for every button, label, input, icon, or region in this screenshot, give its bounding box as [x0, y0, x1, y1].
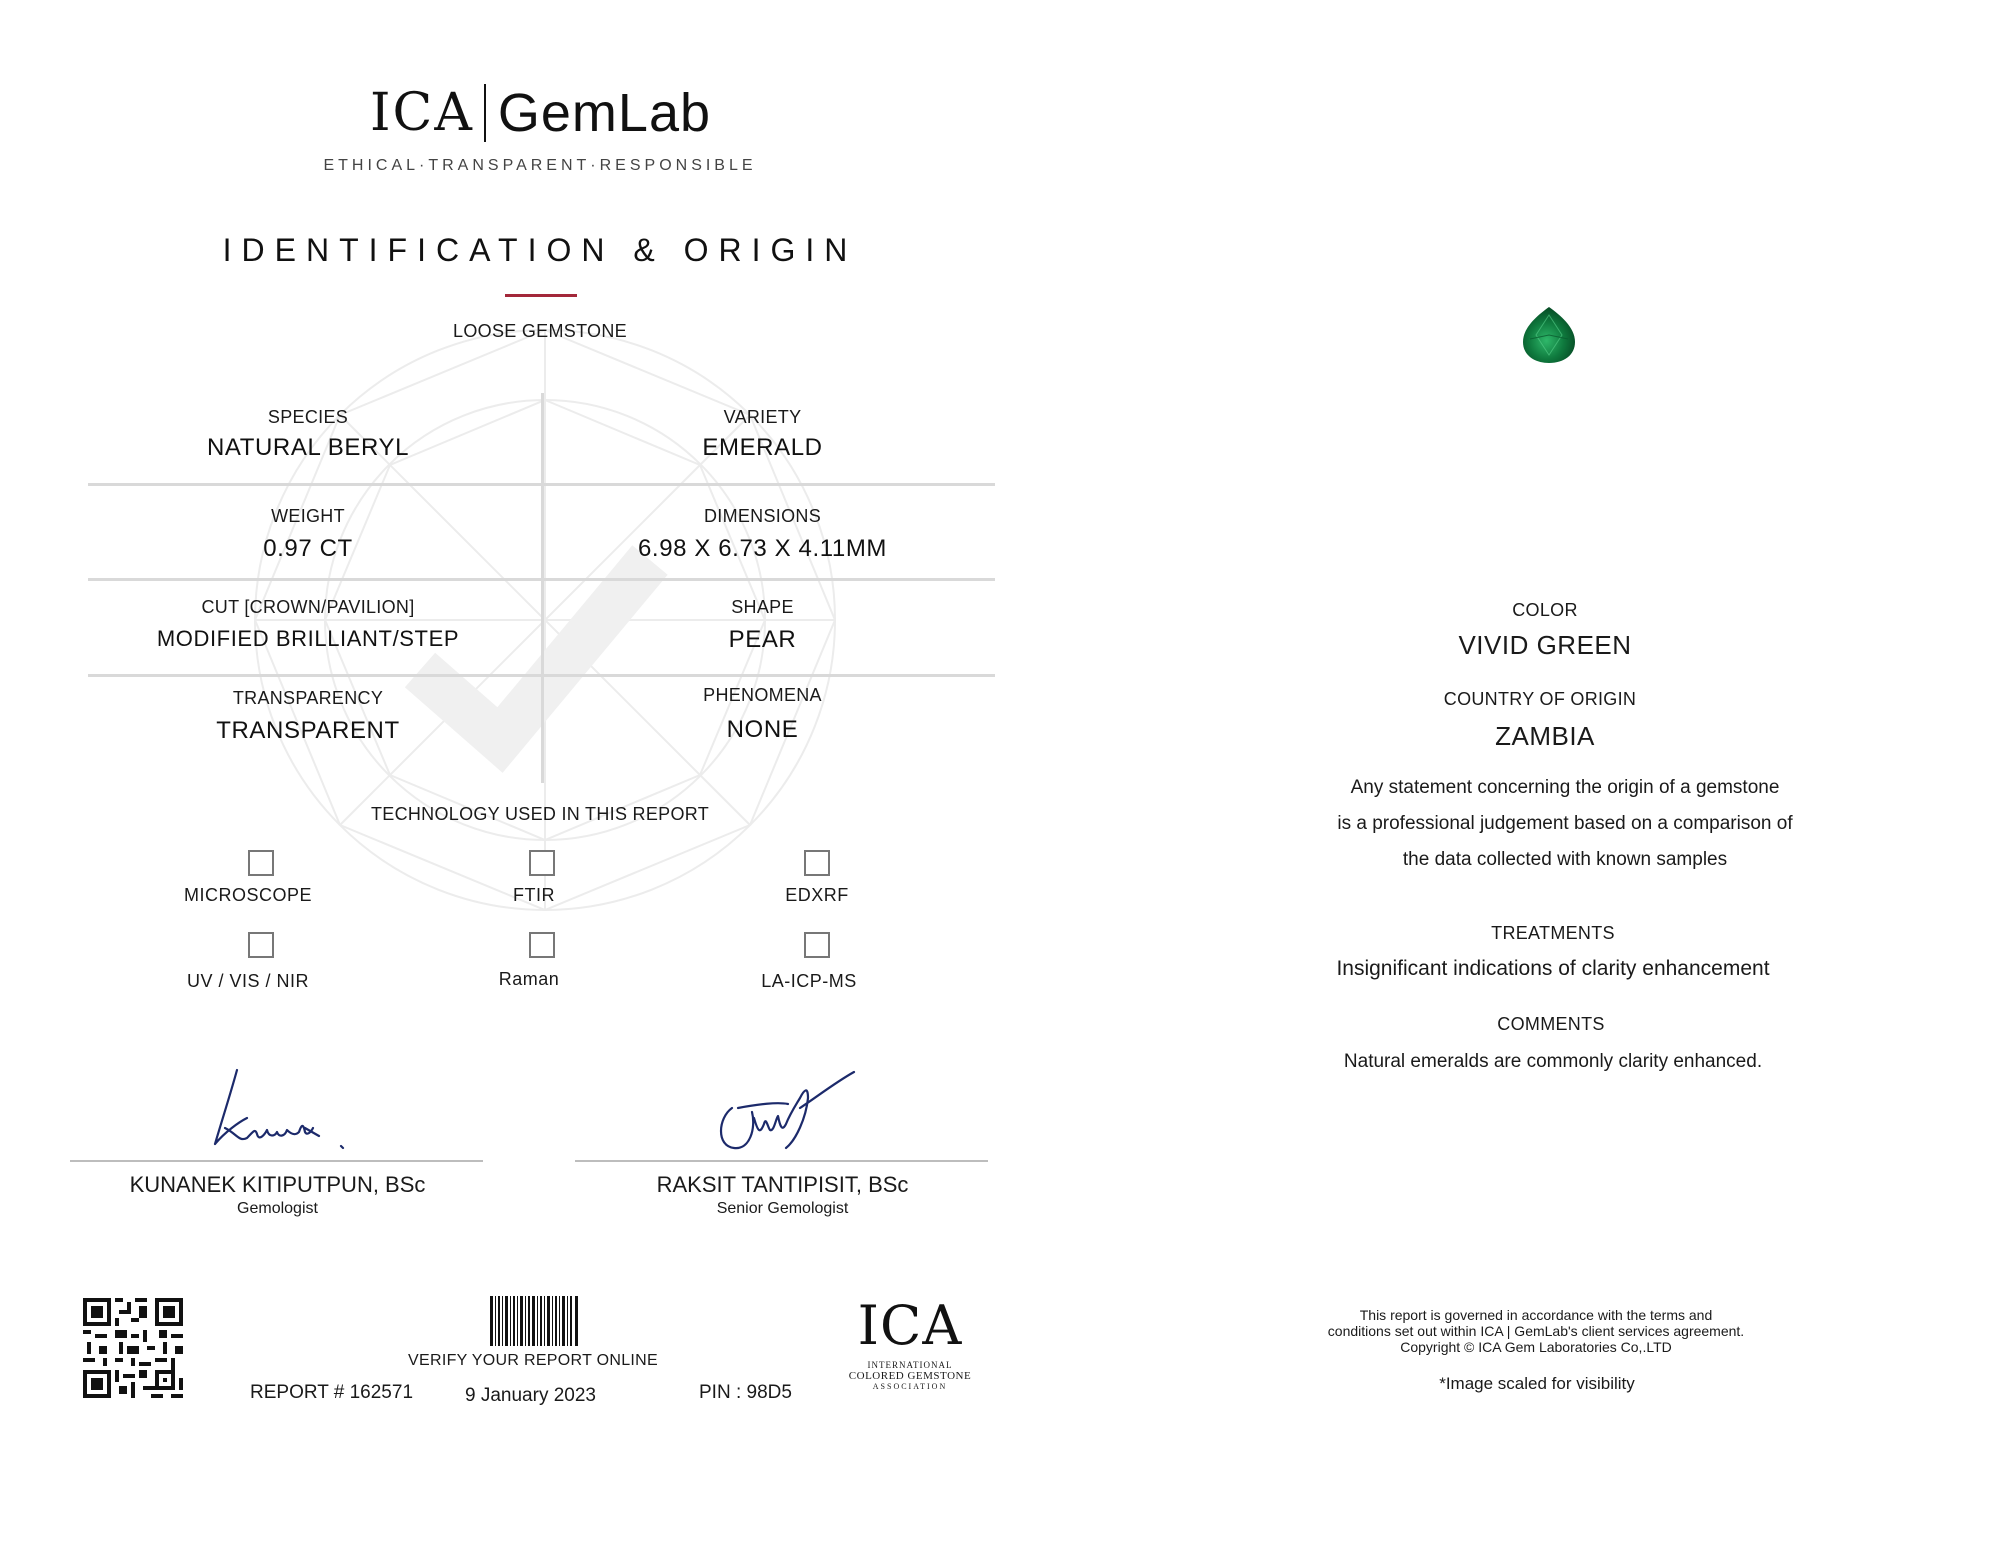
origin-value: ZAMBIA — [1495, 721, 1595, 751]
phenomena-cell — [545, 685, 980, 744]
uv-vis-nir-checkbox[interactable] — [248, 932, 274, 958]
brand-name: GemLab — [497, 83, 712, 143]
species-cell — [88, 407, 528, 462]
barcode[interactable] — [490, 1296, 578, 1346]
dimensions-label: DIMENSIONS — [703, 506, 821, 526]
variety-label: VARIETY — [723, 407, 802, 427]
shape-cell — [545, 597, 980, 654]
icga-line: INTERNATIONAL — [867, 1360, 953, 1370]
signature-kunanek — [195, 1062, 355, 1152]
shape-value: PEAR — [728, 626, 797, 653]
grid-row-divider — [88, 578, 995, 581]
treatments-label: TREATMENTS — [1491, 923, 1615, 943]
gemstone-type: LOOSE GEMSTONE — [453, 321, 627, 341]
legal-line: This report is governed in accordance with the terms and — [1359, 1307, 1713, 1323]
species-value: NATURAL BERYL — [206, 434, 410, 461]
la-icp-ms-checkbox[interactable] — [804, 932, 830, 958]
species-label: SPECIES — [267, 407, 349, 427]
ica-logo-mark: ICA — [370, 83, 474, 143]
treatments-value: Insignificant indications of clarity enhancement — [1336, 957, 1770, 980]
ftir-label: FTIR — [513, 885, 555, 905]
gemlab-logo — [370, 78, 711, 148]
title-accent-rule — [505, 294, 577, 297]
color-value: VIVID GREEN — [1458, 630, 1632, 660]
weight-cell — [88, 506, 528, 563]
cut-label: CUT [CROWN/PAVILION] — [201, 597, 415, 617]
variety-value: EMERALD — [702, 434, 823, 461]
shape-label: SHAPE — [731, 597, 794, 617]
grid-vertical-divider — [541, 393, 544, 783]
qr-code[interactable] — [83, 1298, 183, 1398]
icga-line: ASSOCIATION — [872, 1382, 948, 1391]
legal-notice — [1236, 1307, 1836, 1355]
grid-row-divider — [88, 674, 995, 677]
technology-heading: TECHNOLOGY USED IN THIS REPORT — [370, 804, 710, 824]
weight-value: 0.97 CT — [263, 535, 353, 562]
report-date: 9 January 2023 — [465, 1385, 596, 1406]
uv-vis-nir-label: UV / VIS / NIR — [186, 971, 310, 991]
microscope-checkbox[interactable] — [248, 850, 274, 876]
microscope-label: MICROSCOPE — [183, 885, 312, 905]
disclaimer-line: Any statement concerning the origin of a gemstone — [1350, 777, 1780, 798]
origin-disclaimer — [1290, 770, 1840, 878]
comments-value: Natural emeralds are commonly clarity enhanced. — [1343, 1051, 1763, 1072]
la-icp-ms-label: LA-ICP-MS — [761, 971, 857, 991]
icga-logo — [845, 1296, 975, 1391]
legal-line: conditions set out within ICA | GemLab's client services agreement. — [1327, 1323, 1745, 1339]
signatory-name: KUNANEK KITIPUTPUN, BSc — [129, 1172, 426, 1197]
signatory-role: Gemologist — [237, 1200, 318, 1217]
origin-label: COUNTRY OF ORIGIN — [1443, 689, 1637, 709]
ftir-checkbox[interactable] — [529, 850, 555, 876]
cut-value: MODIFIED BRILLIANT/STEP — [156, 626, 460, 651]
transparency-value: TRANSPARENT — [216, 717, 400, 744]
transparency-cell — [88, 688, 528, 745]
dimensions-value: 6.98 X 6.73 X 4.11MM — [637, 535, 888, 562]
signatory-left — [70, 1172, 485, 1218]
gemstone-image — [1520, 305, 1578, 365]
edxrf-checkbox[interactable] — [804, 850, 830, 876]
signature-line-left — [70, 1160, 483, 1162]
signatory-name: RAKSIT TANTIPISIT, BSc — [656, 1172, 909, 1197]
report-number: REPORT # 162571 — [250, 1382, 414, 1403]
color-label: COLOR — [1512, 600, 1578, 620]
verify-online-link[interactable]: VERIFY YOUR REPORT ONLINE — [408, 1352, 658, 1369]
tagline: ETHICAL·TRANSPARENT·RESPONSIBLE — [323, 157, 757, 174]
dimensions-cell — [545, 506, 980, 563]
comments-label: COMMENTS — [1497, 1014, 1605, 1034]
signatory-right — [575, 1172, 990, 1218]
raman-label: Raman — [498, 969, 560, 989]
phenomena-label: PHENOMENA — [703, 685, 822, 705]
raman-checkbox[interactable] — [529, 932, 555, 958]
disclaimer-line: is a professional judgement based on a comparison of — [1337, 813, 1793, 834]
edxrf-label: EDXRF — [785, 885, 849, 905]
signature-line-right — [575, 1160, 988, 1162]
transparency-label: TRANSPARENCY — [232, 688, 384, 708]
legal-line: Copyright © ICA Gem Laboratories Co,.LTD — [1400, 1339, 1672, 1355]
report-pin: PIN : 98D5 — [699, 1382, 792, 1403]
signature-raksit — [708, 1068, 868, 1168]
icga-logo-mark: ICA — [857, 1294, 963, 1357]
variety-cell — [545, 407, 980, 462]
document-title: IDENTIFICATION & ORIGIN — [222, 232, 858, 268]
phenomena-value: NONE — [726, 716, 799, 743]
disclaimer-line: the data collected with known samples — [1402, 849, 1728, 870]
signatory-role: Senior Gemologist — [716, 1200, 849, 1217]
icga-line: COLORED GEMSTONE — [848, 1370, 972, 1382]
image-scale-note: *Image scaled for visibility — [1439, 1374, 1635, 1393]
weight-label: WEIGHT — [271, 506, 345, 526]
logo-divider — [484, 84, 486, 142]
cut-cell — [88, 597, 528, 652]
grid-row-divider — [88, 483, 995, 486]
